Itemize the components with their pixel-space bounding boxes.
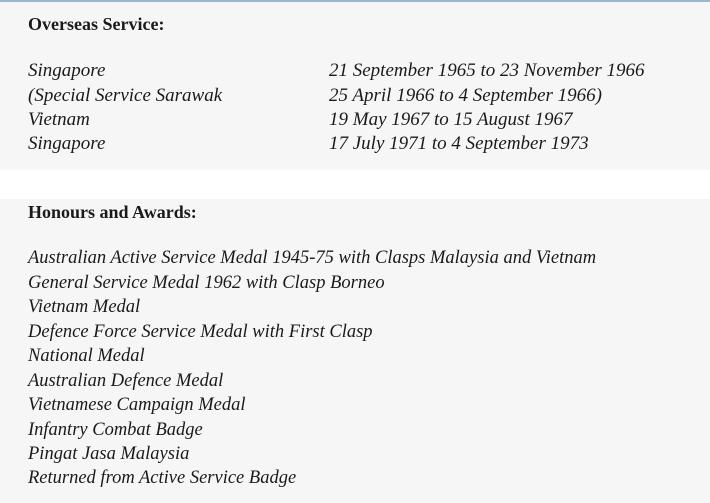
award-item: Vietnamese Campaign Medal <box>28 395 246 415</box>
award-item: Pingat Jasa Malaysia <box>28 444 190 464</box>
overseas-heading: Overseas Service: <box>28 14 165 34</box>
service-dates: 25 April 1966 to 4 September 1966) <box>329 85 603 106</box>
service-dates: 19 May 1967 to 15 August 1967 <box>329 109 573 130</box>
service-row <box>0 108 710 132</box>
service-dates: 21 September 1965 to 23 November 1966 <box>329 60 645 81</box>
award-item: Australian Active Service Medal 1945-75 with Clasps Malaysia and Vietnam <box>28 248 597 268</box>
service-row <box>0 59 710 83</box>
award-item: Vietnam Medal <box>28 297 141 317</box>
award-item: Infantry Combat Badge <box>28 420 203 440</box>
service-place: Singapore <box>28 60 106 81</box>
service-place: Vietnam <box>28 109 90 130</box>
service-place: Singapore <box>28 133 106 154</box>
service-row <box>0 84 710 108</box>
service-dates: 17 July 1971 to 4 September 1973 <box>329 133 589 154</box>
honours-heading: Honours and Awards: <box>28 202 197 222</box>
award-item: Defence Force Service Medal with First Clasp <box>28 322 373 342</box>
award-item: Australian Defence Medal <box>28 371 224 391</box>
award-item: Returned from Active Service Badge <box>28 468 297 488</box>
award-item: National Medal <box>28 346 145 366</box>
service-place: (Special Service Sarawak <box>28 85 223 106</box>
service-row <box>0 132 710 156</box>
award-item: General Service Medal 1962 with Clasp Borneo <box>28 273 385 293</box>
